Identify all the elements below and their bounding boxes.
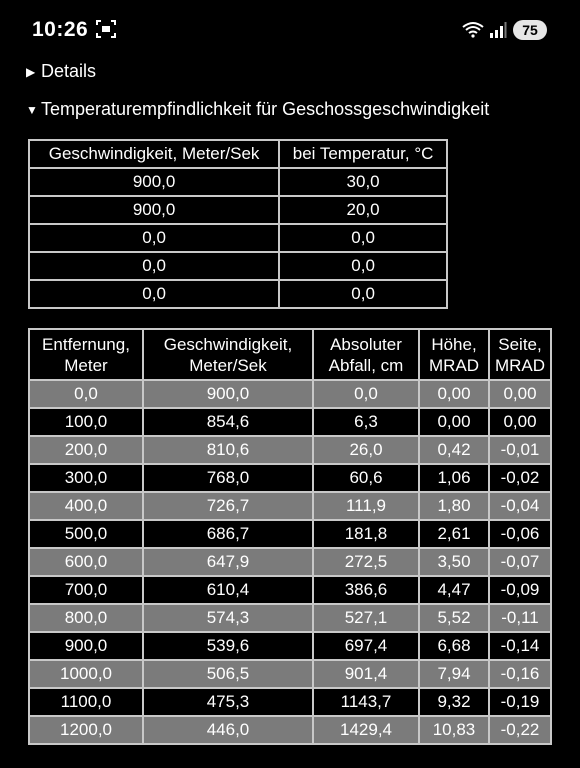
cell-elevation: 1,06 bbox=[419, 464, 489, 492]
triangle-right-icon: ▶ bbox=[26, 64, 36, 79]
cell-windage: -0,16 bbox=[489, 660, 551, 688]
cell-velocity: 446,0 bbox=[143, 716, 313, 744]
cell-velocity: 610,4 bbox=[143, 576, 313, 604]
cell-velocity: 0,0 bbox=[29, 280, 279, 308]
header-velocity: Geschwindigkeit, Meter/Sek bbox=[143, 329, 313, 380]
cell-distance: 1000,0 bbox=[29, 660, 143, 688]
sensitivity-label: Temperaturempfindlichkeit für Geschossgeschwindigkeit bbox=[41, 99, 490, 119]
cell-distance: 100,0 bbox=[29, 408, 143, 436]
cell-elevation: 9,32 bbox=[419, 688, 489, 716]
cell-elevation: 7,94 bbox=[419, 660, 489, 688]
cell-drop: 1143,7 bbox=[313, 688, 419, 716]
screen-record-icon bbox=[96, 20, 116, 38]
cell-drop: 1429,4 bbox=[313, 716, 419, 744]
cell-distance: 600,0 bbox=[29, 548, 143, 576]
trajectory-table-body bbox=[29, 380, 551, 744]
cell-drop: 111,9 bbox=[313, 492, 419, 520]
cell-distance: 400,0 bbox=[29, 492, 143, 520]
table-row bbox=[29, 632, 551, 660]
cell-velocity: 647,9 bbox=[143, 548, 313, 576]
cell-velocity: 574,3 bbox=[143, 604, 313, 632]
table-row bbox=[29, 716, 551, 744]
header-elevation: Höhe, MRAD bbox=[419, 329, 489, 380]
cell-elevation: 0,00 bbox=[419, 380, 489, 408]
cell-windage: -0,09 bbox=[489, 576, 551, 604]
table-row bbox=[29, 576, 551, 604]
cell-drop: 697,4 bbox=[313, 632, 419, 660]
header-distance: Entfernung, Meter bbox=[29, 329, 143, 380]
cell-velocity: 0,0 bbox=[29, 224, 279, 252]
table-row bbox=[29, 604, 551, 632]
cell-elevation: 0,00 bbox=[419, 408, 489, 436]
cell-drop: 0,0 bbox=[313, 380, 419, 408]
cell-elevation: 2,61 bbox=[419, 520, 489, 548]
cell-drop: 181,8 bbox=[313, 520, 419, 548]
table-header-row bbox=[29, 329, 551, 380]
table-row bbox=[29, 252, 447, 280]
header-temperature: bei Temperatur, °C bbox=[279, 140, 447, 168]
header-drop: Absoluter Abfall, cm bbox=[313, 329, 419, 380]
signal-icon bbox=[489, 22, 507, 38]
cell-windage: -0,02 bbox=[489, 464, 551, 492]
cell-windage: -0,01 bbox=[489, 436, 551, 464]
cell-drop: 272,5 bbox=[313, 548, 419, 576]
table-row bbox=[29, 224, 447, 252]
cell-velocity: 900,0 bbox=[29, 168, 279, 196]
cell-distance: 200,0 bbox=[29, 436, 143, 464]
cell-elevation: 10,83 bbox=[419, 716, 489, 744]
cell-elevation: 4,47 bbox=[419, 576, 489, 604]
cell-distance: 1200,0 bbox=[29, 716, 143, 744]
temperature-sensitivity-table bbox=[28, 139, 448, 309]
cell-drop: 6,3 bbox=[313, 408, 419, 436]
status-bar bbox=[0, 0, 580, 60]
cell-elevation: 1,80 bbox=[419, 492, 489, 520]
cell-windage: -0,11 bbox=[489, 604, 551, 632]
table-row bbox=[29, 168, 447, 196]
cell-velocity: 475,3 bbox=[143, 688, 313, 716]
cell-temperature: 20,0 bbox=[279, 196, 447, 224]
table-row bbox=[29, 380, 551, 408]
table-header-row bbox=[29, 140, 447, 168]
cell-temperature: 0,0 bbox=[279, 224, 447, 252]
table-row bbox=[29, 548, 551, 576]
cell-distance: 500,0 bbox=[29, 520, 143, 548]
cell-distance: 0,0 bbox=[29, 380, 143, 408]
cell-velocity: 900,0 bbox=[29, 196, 279, 224]
cell-velocity: 810,6 bbox=[143, 436, 313, 464]
cell-windage: 0,00 bbox=[489, 380, 551, 408]
cell-distance: 700,0 bbox=[29, 576, 143, 604]
table-row bbox=[29, 492, 551, 520]
cell-velocity: 506,5 bbox=[143, 660, 313, 688]
sensitivity-toggle[interactable] bbox=[26, 99, 489, 120]
cell-velocity: 0,0 bbox=[29, 252, 279, 280]
cell-windage: -0,07 bbox=[489, 548, 551, 576]
table-row bbox=[29, 688, 551, 716]
table-row bbox=[29, 436, 551, 464]
cell-drop: 386,6 bbox=[313, 576, 419, 604]
cell-windage: -0,22 bbox=[489, 716, 551, 744]
cell-temperature: 0,0 bbox=[279, 280, 447, 308]
cell-elevation: 3,50 bbox=[419, 548, 489, 576]
header-velocity: Geschwindigkeit, Meter/Sek bbox=[29, 140, 279, 168]
cell-drop: 26,0 bbox=[313, 436, 419, 464]
cell-windage: -0,14 bbox=[489, 632, 551, 660]
table-row bbox=[29, 280, 447, 308]
battery-icon: 75 bbox=[513, 20, 547, 40]
triangle-down-icon: ▼ bbox=[26, 102, 38, 117]
cell-elevation: 5,52 bbox=[419, 604, 489, 632]
cell-drop: 527,1 bbox=[313, 604, 419, 632]
cell-velocity: 686,7 bbox=[143, 520, 313, 548]
cell-windage: 0,00 bbox=[489, 408, 551, 436]
table-row bbox=[29, 520, 551, 548]
cell-temperature: 30,0 bbox=[279, 168, 447, 196]
details-label: Details bbox=[41, 61, 97, 81]
details-toggle[interactable] bbox=[26, 61, 96, 82]
cell-drop: 901,4 bbox=[313, 660, 419, 688]
trajectory-table bbox=[28, 328, 552, 745]
clock: 10:26 bbox=[32, 18, 89, 41]
table-row bbox=[29, 408, 551, 436]
table-row bbox=[29, 660, 551, 688]
cell-windage: -0,06 bbox=[489, 520, 551, 548]
cell-windage: -0,04 bbox=[489, 492, 551, 520]
header-windage: Seite, MRAD bbox=[489, 329, 551, 380]
cell-distance: 1100,0 bbox=[29, 688, 143, 716]
cell-windage: -0,19 bbox=[489, 688, 551, 716]
cell-velocity: 768,0 bbox=[143, 464, 313, 492]
cell-velocity: 539,6 bbox=[143, 632, 313, 660]
cell-elevation: 6,68 bbox=[419, 632, 489, 660]
cell-temperature: 0,0 bbox=[279, 252, 447, 280]
wifi-icon bbox=[462, 20, 484, 38]
cell-velocity: 726,7 bbox=[143, 492, 313, 520]
cell-distance: 300,0 bbox=[29, 464, 143, 492]
cell-velocity: 900,0 bbox=[143, 380, 313, 408]
table-row bbox=[29, 196, 447, 224]
cell-elevation: 0,42 bbox=[419, 436, 489, 464]
cell-velocity: 854,6 bbox=[143, 408, 313, 436]
cell-distance: 900,0 bbox=[29, 632, 143, 660]
table-row bbox=[29, 464, 551, 492]
cell-drop: 60,6 bbox=[313, 464, 419, 492]
cell-distance: 800,0 bbox=[29, 604, 143, 632]
